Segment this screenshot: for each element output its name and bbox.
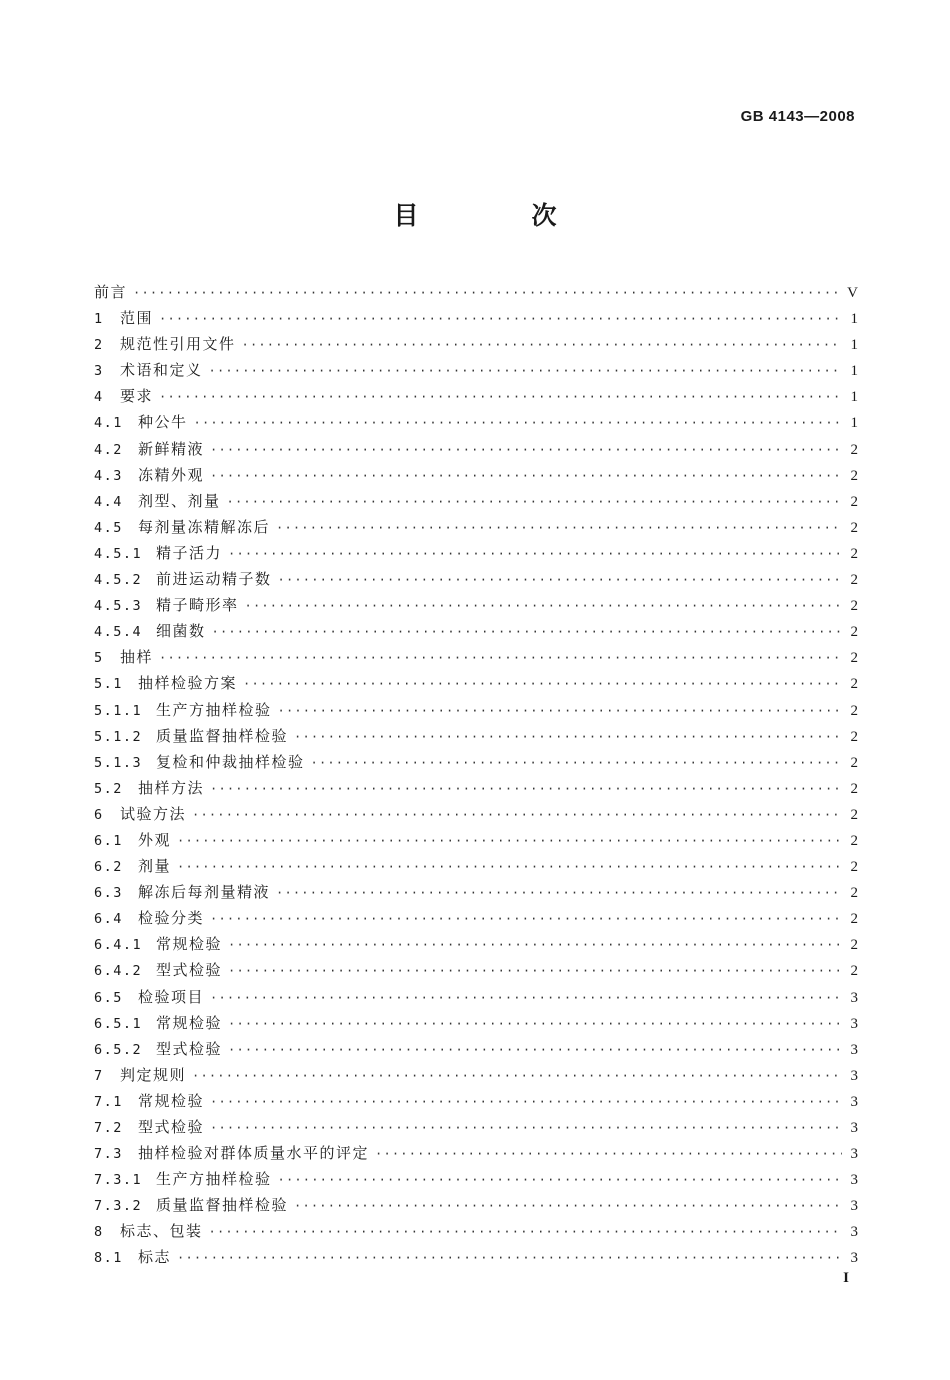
toc-entry[interactable]	[94, 644, 858, 670]
toc-entry-page: 2	[850, 467, 858, 484]
dot-leader	[210, 1115, 842, 1141]
toc-entry-title: 生产方抽样检验	[156, 1170, 272, 1189]
toc-entry-number: 8.1	[94, 1250, 123, 1267]
toc-entry-page: 3	[850, 1041, 858, 1058]
toc-entry[interactable]	[94, 331, 858, 357]
toc-entry-number: 3	[94, 363, 104, 380]
dot-leader	[311, 750, 842, 776]
dot-leader	[159, 645, 842, 671]
toc-entry-number: 8	[94, 1224, 104, 1241]
dot-leader	[177, 1245, 842, 1271]
toc-entry-number: 4.4	[94, 493, 123, 510]
toc-entry-title: 质量监督抽样检验	[156, 1196, 289, 1215]
toc-entry-number: 7.2	[94, 1120, 123, 1136]
toc-entry-title: 剂型、剂量	[138, 491, 221, 510]
toc-entry-page: 1	[850, 415, 858, 432]
dot-leader	[177, 828, 842, 854]
dot-leader	[210, 463, 842, 489]
toc-entry-number: 6.4	[94, 911, 123, 928]
toc-entry-page: 2	[850, 441, 858, 458]
toc-entry-title: 标志、包装	[120, 1222, 203, 1241]
toc-entry-title: 规范性引用文件	[120, 335, 236, 354]
toc-entry-page: 1	[850, 311, 858, 328]
toc-entry[interactable]	[94, 1166, 858, 1192]
dot-leader	[192, 1063, 842, 1089]
toc-entry-title: 范围	[120, 309, 154, 328]
dot-leader	[278, 698, 842, 724]
toc-entry-page: 3	[850, 1172, 858, 1189]
toc-entry-title: 判定规则	[120, 1065, 187, 1084]
toc-entry-page: 3	[850, 1067, 858, 1084]
toc-entry[interactable]	[94, 1244, 858, 1270]
toc-entry[interactable]	[94, 1062, 858, 1088]
toc-entry[interactable]	[94, 905, 858, 931]
toc-entry[interactable]	[94, 853, 858, 879]
toc-entry-title: 剂量	[138, 857, 172, 876]
toc-entry[interactable]	[94, 1036, 858, 1062]
toc-entry-number: 6	[94, 806, 104, 823]
toc-entry-page: 2	[850, 859, 858, 876]
toc-entry[interactable]	[94, 749, 858, 775]
toc-entry-title: 抽样	[120, 648, 154, 667]
toc-entry-title: 型式检验	[156, 961, 223, 980]
toc-entry-page: 2	[850, 806, 858, 823]
toc-entry-title: 型式检验	[138, 1118, 205, 1136]
page-number: I	[843, 1270, 849, 1286]
toc-entry[interactable]	[94, 592, 858, 618]
toc-entry-page: 3	[850, 1093, 858, 1110]
dot-leader	[276, 880, 842, 906]
dot-leader	[210, 776, 842, 802]
page-title: 目 次	[393, 201, 601, 230]
toc-entry[interactable]	[94, 540, 858, 566]
toc-entry[interactable]	[94, 984, 858, 1010]
toc-entry-title: 冻精外观	[138, 465, 205, 484]
toc-entry-page: 3	[850, 989, 858, 1006]
toc-entry-title: 试验方法	[120, 804, 187, 823]
toc-entry-title: 标志	[138, 1248, 172, 1267]
toc-entry[interactable]	[94, 409, 858, 435]
dot-leader	[212, 619, 842, 645]
toc-entry-page: 3	[850, 1250, 858, 1267]
toc-entry-title: 精子活力	[156, 543, 223, 562]
toc-entry-page: 2	[850, 676, 858, 693]
toc-entry-title: 抽样方法	[138, 778, 205, 797]
toc-entry-number: 5.1.1	[94, 702, 143, 719]
toc-entry-page: V	[847, 285, 858, 301]
toc-entry[interactable]	[94, 957, 858, 983]
dot-leader	[243, 671, 842, 697]
toc-entry-title: 细菌数	[156, 622, 206, 641]
toc-entry-page: 2	[850, 728, 858, 745]
dot-leader	[278, 567, 842, 593]
toc-entry[interactable]	[94, 357, 858, 383]
toc-entry-number: 4.5.3	[94, 598, 143, 615]
dot-leader	[209, 1219, 842, 1245]
toc-entry-title: 抽样检验对群体质量水平的评定	[138, 1144, 370, 1163]
dot-leader	[210, 985, 842, 1011]
toc-entry-page: 3	[850, 1015, 858, 1032]
toc-entry-number: 4.2	[94, 441, 123, 458]
toc-entry[interactable]	[94, 488, 858, 514]
dot-leader	[227, 489, 842, 515]
toc-entry-title: 种公牛	[138, 413, 188, 432]
toc-entry[interactable]	[94, 697, 858, 723]
toc-entry-title: 解冻后每剂量精液	[138, 883, 271, 902]
toc-entry-number: 6.4.2	[94, 963, 143, 980]
table-of-contents	[94, 279, 858, 1271]
toc-entry-page: 2	[850, 519, 858, 536]
toc-entry-page: 2	[850, 937, 858, 954]
toc-entry[interactable]	[94, 436, 858, 462]
toc-entry-number: 7.3	[94, 1146, 123, 1163]
toc-entry-number: 7.3.2	[94, 1198, 143, 1215]
toc-entry-number: 5.2	[94, 780, 123, 797]
toc-entry[interactable]	[94, 723, 858, 749]
toc-entry-title: 术语和定义	[120, 361, 203, 380]
toc-entry[interactable]	[94, 514, 858, 540]
toc-entry-page: 3	[850, 1198, 858, 1215]
toc-entry-number: 4.5.4	[94, 624, 143, 641]
toc-entry[interactable]	[94, 279, 858, 305]
toc-entry[interactable]	[94, 1140, 858, 1166]
toc-entry-number: 2	[94, 337, 104, 354]
dot-leader	[177, 854, 842, 880]
toc-entry[interactable]	[94, 305, 858, 331]
toc-entry-title: 外观	[138, 830, 172, 849]
toc-entry-page: 2	[850, 963, 858, 980]
toc-entry-page: 1	[850, 363, 858, 380]
dot-leader	[228, 1011, 842, 1037]
toc-entry-number: 4	[94, 389, 104, 406]
toc-entry[interactable]	[94, 1114, 858, 1140]
toc-entry[interactable]	[94, 462, 858, 488]
toc-entry-number: 6.5	[94, 989, 123, 1006]
toc-entry-number: 6.5.1	[94, 1015, 143, 1032]
dot-leader	[210, 1089, 842, 1115]
dot-leader	[159, 384, 842, 410]
toc-entry[interactable]	[94, 670, 858, 696]
toc-entry-title: 每剂量冻精解冻后	[138, 517, 271, 536]
toc-entry-title: 前进运动精子数	[156, 570, 272, 589]
toc-entry-number: 6.2	[94, 859, 123, 876]
dot-leader	[242, 332, 842, 358]
toc-entry-page: 2	[850, 624, 858, 641]
dot-leader	[375, 1141, 842, 1167]
toc-entry-number: 6.3	[94, 885, 123, 902]
toc-entry-page: 2	[850, 545, 858, 562]
toc-entry-title: 常规检验	[156, 935, 223, 954]
toc-entry-page: 2	[850, 754, 858, 771]
toc-entry-title: 要求	[120, 387, 154, 406]
toc-entry-title: 常规检验	[138, 1091, 205, 1110]
toc-entry[interactable]	[94, 879, 858, 905]
toc-entry-title: 质量监督抽样检验	[156, 726, 289, 745]
toc-entry-number: 4.5.2	[94, 572, 143, 589]
toc-entry-number: 5	[94, 650, 104, 667]
toc-entry-page: 2	[850, 493, 858, 510]
toc-entry-page: 1	[850, 389, 858, 406]
toc-entry-page: 3	[850, 1146, 858, 1163]
toc-entry-page: 1	[850, 337, 858, 354]
toc-entry[interactable]	[94, 1192, 858, 1218]
toc-entry-number: 6.5.2	[94, 1041, 143, 1058]
toc-entry[interactable]	[94, 801, 858, 827]
standard-code: GB 4143—2008	[740, 108, 855, 125]
dot-leader	[159, 306, 842, 332]
toc-entry-page: 2	[850, 650, 858, 667]
toc-entry[interactable]	[94, 1218, 858, 1244]
toc-entry-title: 新鲜精液	[138, 439, 205, 458]
toc-entry-number: 6.4.1	[94, 937, 143, 954]
toc-entry-number: 6.1	[94, 832, 123, 849]
dot-leader	[209, 358, 842, 384]
toc-entry-number: 4.3	[94, 467, 123, 484]
dot-leader	[245, 593, 842, 619]
toc-entry-title: 检验分类	[138, 909, 205, 928]
toc-entry-page: 2	[850, 885, 858, 902]
toc-entry-title: 复检和仲裁抽样检验	[156, 752, 305, 771]
toc-entry-number: 4.5	[94, 519, 123, 536]
toc-entry-page: 2	[850, 911, 858, 928]
toc-entry[interactable]	[94, 1088, 858, 1114]
toc-entry-number: 5.1.2	[94, 728, 143, 745]
dot-leader	[133, 280, 842, 306]
toc-entry[interactable]	[94, 827, 858, 853]
toc-entry[interactable]	[94, 383, 858, 409]
toc-entry-title: 检验项目	[138, 987, 205, 1006]
dot-leader	[210, 437, 842, 463]
toc-entry-title: 型式检验	[156, 1039, 223, 1058]
dot-leader	[194, 410, 842, 436]
toc-entry-title: 前言	[94, 283, 128, 301]
toc-entry-title: 抽样检验方案	[138, 674, 238, 693]
toc-entry-number: 7	[94, 1067, 104, 1084]
toc-entry-number: 7.3.1	[94, 1172, 143, 1189]
toc-entry-number: 5.1.3	[94, 754, 143, 771]
toc-entry[interactable]	[94, 775, 858, 801]
dot-leader	[228, 541, 842, 567]
toc-entry-page: 3	[850, 1120, 858, 1136]
dot-leader	[210, 906, 842, 932]
toc-entry-page: 2	[850, 572, 858, 589]
toc-entry-number: 5.1	[94, 676, 123, 693]
toc-entry-page: 3	[850, 1224, 858, 1241]
toc-entry-title: 生产方抽样检验	[156, 700, 272, 719]
toc-entry-number: 4.1	[94, 415, 123, 432]
dot-leader	[228, 958, 842, 984]
toc-entry[interactable]	[94, 618, 858, 644]
toc-entry-page: 2	[850, 702, 858, 719]
toc-entry-title: 常规检验	[156, 1013, 223, 1032]
toc-entry[interactable]	[94, 1010, 858, 1036]
toc-entry-number: 4.5.1	[94, 545, 143, 562]
dot-leader	[192, 802, 842, 828]
dot-leader	[294, 724, 842, 750]
toc-entry[interactable]	[94, 931, 858, 957]
toc-entry-number: 1	[94, 311, 104, 328]
dot-leader	[294, 1193, 842, 1219]
toc-entry-number: 7.1	[94, 1093, 123, 1110]
toc-entry-page: 2	[850, 598, 858, 615]
dot-leader	[228, 1037, 842, 1063]
toc-entry-page: 2	[850, 832, 858, 849]
dot-leader	[278, 1167, 842, 1193]
toc-entry-title: 精子畸形率	[156, 596, 239, 615]
toc-entry[interactable]	[94, 566, 858, 592]
dot-leader	[228, 932, 842, 958]
dot-leader	[276, 515, 842, 541]
toc-entry-page: 2	[850, 780, 858, 797]
